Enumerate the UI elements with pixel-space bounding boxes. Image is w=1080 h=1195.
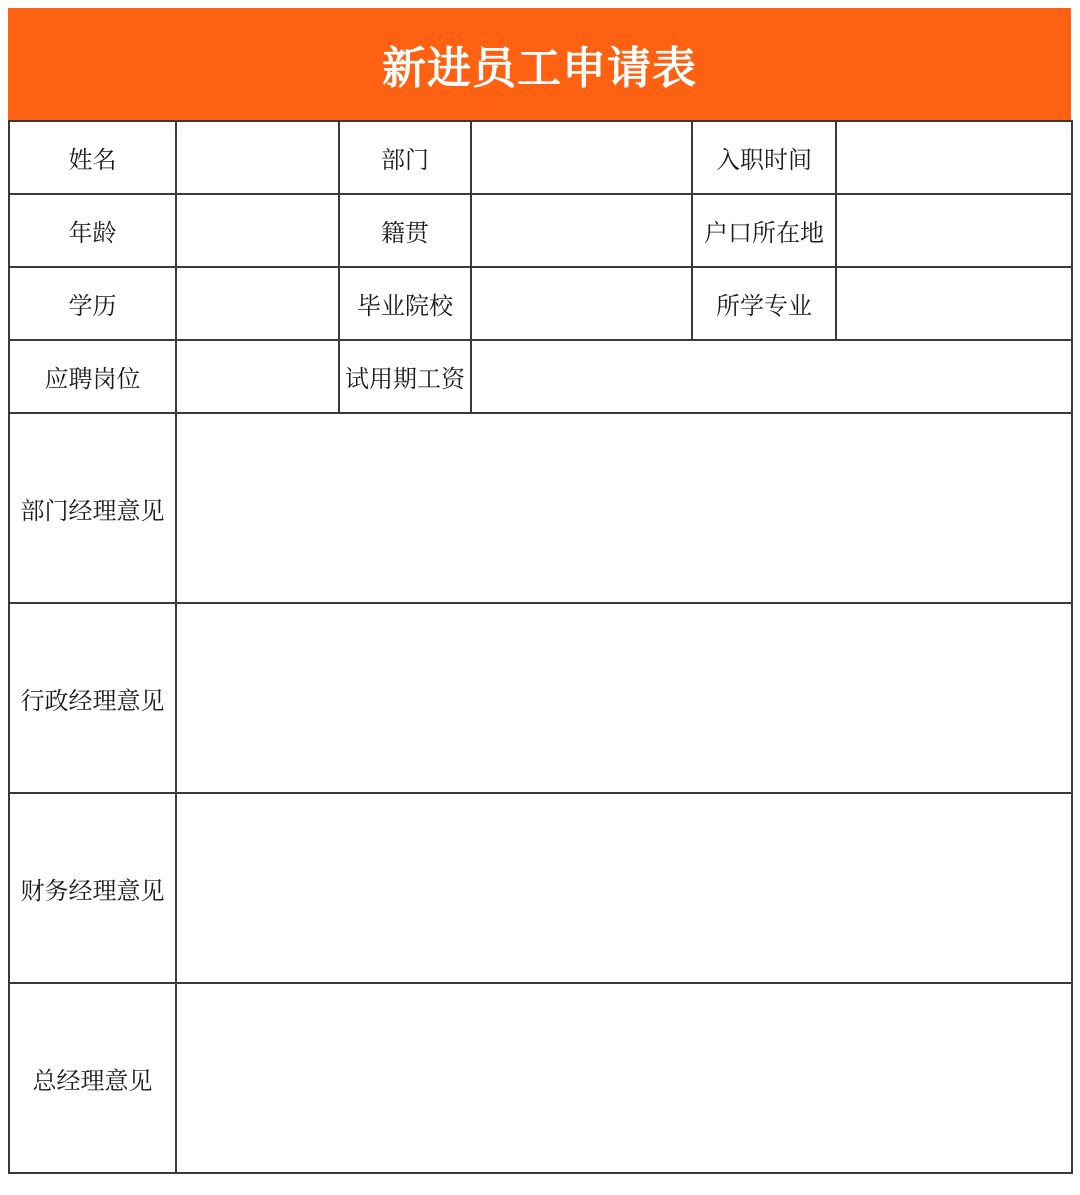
general-manager-opinion-field[interactable] [176, 983, 1072, 1173]
education-field[interactable] [176, 267, 339, 340]
position-field[interactable] [176, 340, 339, 413]
age-label: 年龄 [9, 194, 176, 267]
opinion-row [9, 413, 1072, 603]
application-form-table [8, 120, 1073, 1174]
admin-manager-opinion-field[interactable] [176, 603, 1072, 793]
probation-salary-label: 试用期工资 [339, 340, 471, 413]
position-label: 应聘岗位 [9, 340, 176, 413]
form-title: 新进员工申请表 [382, 43, 697, 94]
finance-manager-opinion-field[interactable] [176, 793, 1072, 983]
department-manager-opinion-field[interactable] [176, 413, 1072, 603]
department-field[interactable] [471, 121, 692, 194]
name-field[interactable] [176, 121, 339, 194]
department-label: 部门 [339, 121, 471, 194]
department-manager-opinion-label: 部门经理意见 [9, 413, 176, 603]
hukou-label: 户口所在地 [692, 194, 836, 267]
form-header [8, 8, 1071, 120]
name-label: 姓名 [9, 121, 176, 194]
hire-date-field[interactable] [836, 121, 1072, 194]
education-label: 学历 [9, 267, 176, 340]
school-label: 毕业院校 [339, 267, 471, 340]
form-row [9, 340, 1072, 413]
native-place-label: 籍贯 [339, 194, 471, 267]
opinion-row [9, 603, 1072, 793]
general-manager-opinion-label: 总经理意见 [9, 983, 176, 1173]
form-row [9, 194, 1072, 267]
opinion-row [9, 983, 1072, 1173]
form-row [9, 267, 1072, 340]
school-field[interactable] [471, 267, 692, 340]
probation-salary-field[interactable] [471, 340, 1072, 413]
form-row [9, 121, 1072, 194]
hire-date-label: 入职时间 [692, 121, 836, 194]
major-field[interactable] [836, 267, 1072, 340]
admin-manager-opinion-label: 行政经理意见 [9, 603, 176, 793]
finance-manager-opinion-label: 财务经理意见 [9, 793, 176, 983]
age-field[interactable] [176, 194, 339, 267]
major-label: 所学专业 [692, 267, 836, 340]
opinion-row [9, 793, 1072, 983]
hukou-field[interactable] [836, 194, 1072, 267]
native-place-field[interactable] [471, 194, 692, 267]
